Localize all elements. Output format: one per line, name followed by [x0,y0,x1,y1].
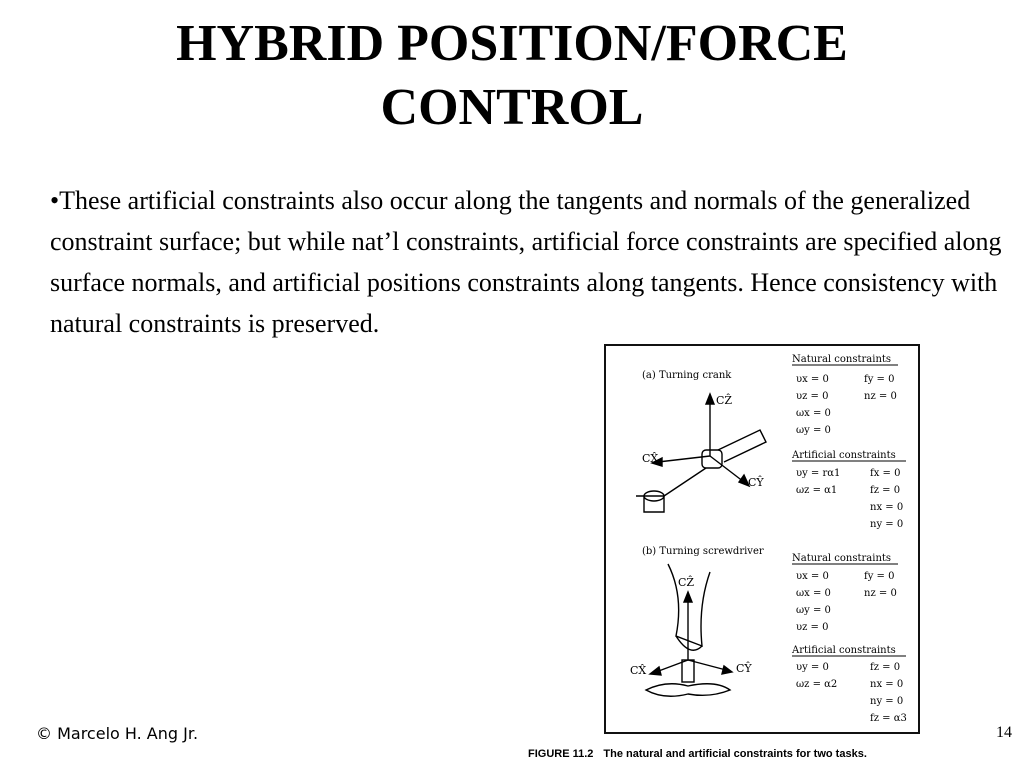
constraint-item: fy = 0 [864,374,895,385]
z-axis-label: CẐ [716,394,733,407]
slide-title [0,12,1024,140]
y-axis-label-b: CŶ [736,662,752,675]
constraint-item: ny = 0 [870,519,904,530]
panel-a-title: (a) Turning crank [642,370,732,381]
constraint-item: υy = 0 [796,662,829,673]
bullet-paragraph: •These artificial constraints also occur along the tangents and normals of the generalized constraint surface; but while nat’l constraints, artificial force constraints are specified along surface normals, and artificial positions constraints along tangents. Hence consistency with natural constraints is preserved. [50,186,1002,338]
title-line-1: HYBRID POSITION/FORCE [176,15,848,72]
constraint-item: ωz = α1 [796,485,838,496]
x-axis-arrow-b [656,660,688,672]
x-arrowhead-b [650,667,661,675]
y-arrowhead-b [722,666,732,674]
work-surface [646,684,730,697]
constraint-item: ωx = 0 [796,408,831,419]
constraint-item: nx = 0 [870,502,904,513]
panel-b-artificial-header: Artificial constraints [792,645,896,656]
constraint-item: υx = 0 [796,571,829,582]
constraint-item: fy = 0 [864,571,895,582]
screw-head [682,660,694,682]
crank-handle [718,430,766,462]
figure-drawing [606,346,918,732]
caption-text: The natural and artificial constraints for two tasks. [603,748,867,760]
crank-knob [702,450,722,468]
panel-a-artificial-header: Artificial constraints [792,450,896,461]
figure-caption [528,748,958,760]
z-arrowhead [706,394,714,404]
constraint-item: fz = α3 [870,713,907,724]
z-arrowhead-b [684,592,692,602]
constraint-item: ωz = α2 [796,679,838,690]
constraint-item: υx = 0 [796,374,829,385]
panel-b-natural-header: Natural constraints [792,553,892,564]
x-axis-label-b: CX̂ [630,664,647,677]
constraint-item: fx = 0 [870,468,901,479]
crank-base [644,496,664,512]
constraint-item: ny = 0 [870,696,904,707]
z-axis-label-b: CẐ [678,576,695,589]
constraint-item: nx = 0 [870,679,904,690]
constraints-figure [604,344,920,734]
constraint-item: nz = 0 [864,391,897,402]
constraint-item: ωx = 0 [796,588,831,599]
constraint-item: υy = rα1 [796,468,841,479]
constraint-item: ωy = 0 [796,425,831,436]
title-line-2: CONTROL [380,79,644,136]
y-axis-label: CŶ [748,476,764,489]
constraint-item: υz = 0 [796,391,829,402]
constraint-item: nz = 0 [864,588,897,599]
constraint-item: υz = 0 [796,622,829,633]
constraint-item: fz = 0 [870,485,901,496]
page-number: 14 [996,724,1012,741]
constraint-item: fz = 0 [870,662,901,673]
constraint-item: ωy = 0 [796,605,831,616]
crank-arm [636,468,706,496]
copyright-footer: © Marcelo H. Ang Jr. [36,724,199,743]
panel-b-title: (b) Turning screwdriver [642,546,764,557]
caption-label: FIGURE 11.2 [528,748,594,760]
x-axis-label: CX̂ [642,452,659,465]
panel-a-natural-header: Natural constraints [792,354,892,365]
